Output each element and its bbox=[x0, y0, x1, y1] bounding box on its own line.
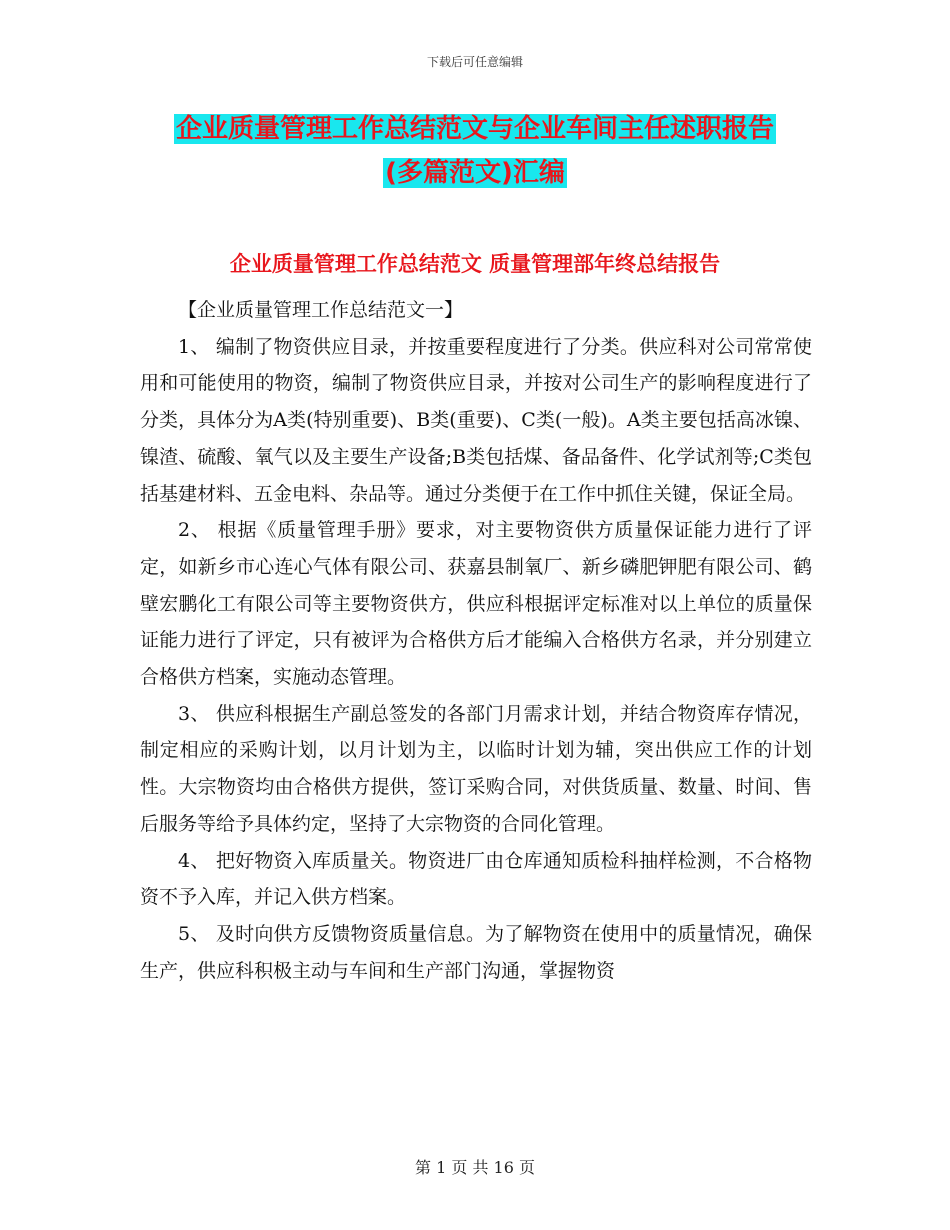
document-title-line-2 bbox=[140, 156, 810, 190]
page-number-footer: 第 1 页 共 16 页 bbox=[415, 1158, 535, 1177]
paragraph-4: 4、 把好物资入库质量关。物资进厂由仓库通知质检科抽样检测，不合格物资不予入库，并记入供方档案。 bbox=[140, 849, 812, 909]
subsection-label: 【企业质量管理工作总结范文一】 bbox=[178, 299, 464, 321]
paragraph-1: 1、 编制了物资供应目录，并按重要程度进行了分类。供应科对公司常常使用和可能使用的物资，编制了物资供应目录，并按对公司生产的影响程度进行了分类，具体分为A类(特别重要)、B类(重要)、C类(一般)。A类主要包括高冰镍、镍渣、硫酸、氧气以及主要生产设备;B类包括煤、备品备件、化学试剂等;C类包括基建材料、五金电料、杂品等。通过分类便于在工作中抓住关键，保证全局。 bbox=[140, 335, 812, 505]
paragraph-5: 5、 及时向供方反馈物资质量信息。为了解物资在使用中的质量情况，确保生产，供应科积极主动与车间和生产部门沟通，掌握物资 bbox=[140, 922, 812, 982]
document-title-text-1: 企业质量管理工作总结范文与企业车间主任述职报告 bbox=[175, 114, 774, 144]
paragraph-3: 3、 供应科根据生产副总签发的各部门月需求计划，并结合物资库存情况，制定相应的采购计划，以月计划为主，以临时计划为辅，突出供应工作的计划性。大宗物资均由合格供方提供，签订采购合同，对供货质量、数量、时间、售后服务等给予具体约定，坚持了大宗物资的合同化管理。 bbox=[140, 702, 812, 835]
paragraph-2: 2、 根据《质量管理手册》要求，对主要物资供方质量保证能力进行了评定，如新乡市心连心气体有限公司、获嘉县制氧厂、新乡磷肥钾肥有限公司、鹤壁宏鹏化工有限公司等主要物资供方，供应科根据评定标准对以上单位的质量保证能力进行了评定，只有被评为合格供方后才能编入合格供方名录，并分别建立合格供方档案，实施动态管理。 bbox=[140, 519, 812, 689]
document-title-line-1 bbox=[140, 112, 810, 146]
page-header-note: 下载后可任意编辑 bbox=[426, 55, 523, 69]
document-title-text-2: (多篇范文)汇编 bbox=[385, 158, 565, 188]
document-body bbox=[140, 292, 812, 989]
section-heading: 企业质量管理工作总结范文 质量管理部年终总结报告 bbox=[229, 252, 721, 276]
